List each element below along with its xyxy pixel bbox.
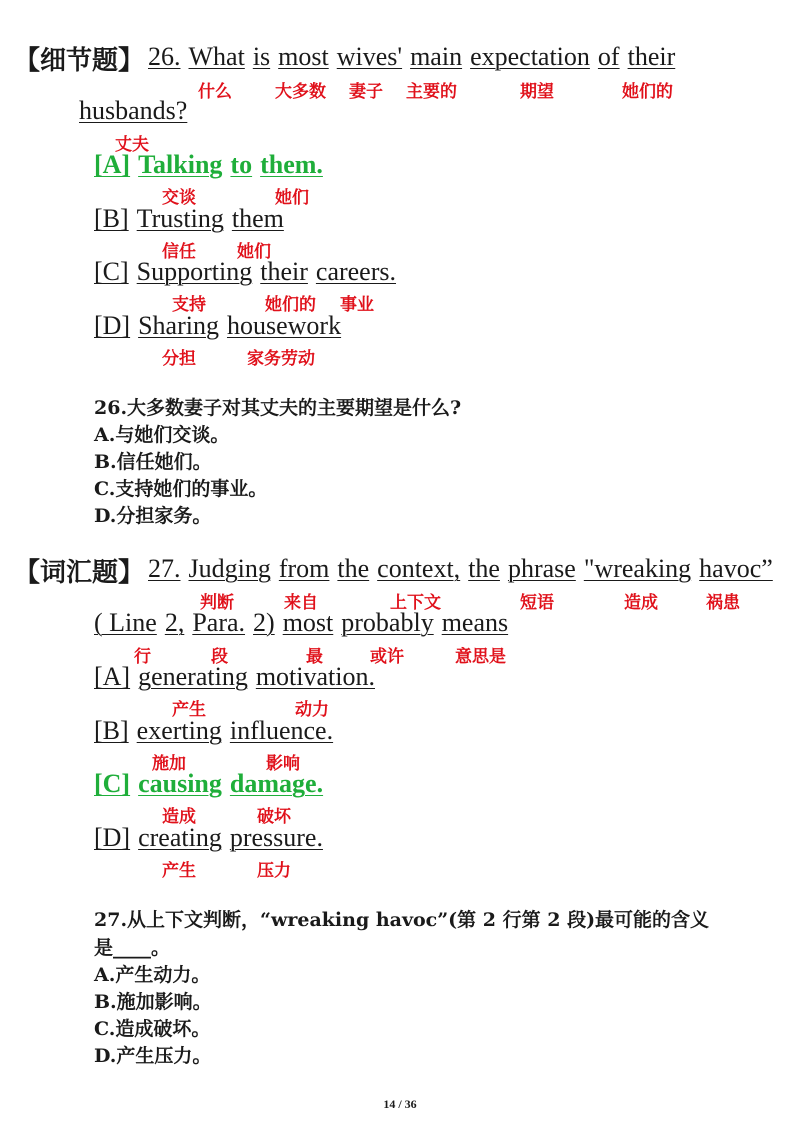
gloss: 妻子 bbox=[349, 82, 383, 102]
translation-option: D.分担家务。 bbox=[94, 505, 212, 527]
gloss: 压力 bbox=[257, 861, 291, 881]
gloss: 施加 bbox=[152, 754, 186, 774]
gloss: 主要的 bbox=[406, 82, 457, 102]
translation-question: 27.从上下文判断，“wreaking havoc”(第 2 行第 2 段)最可能的含义 bbox=[94, 909, 710, 931]
gloss: 造成 bbox=[624, 593, 658, 613]
question-27-stem-line2: ( Line 2, Para. 2) most probably means bbox=[94, 608, 509, 637]
option-d: [D] creating pressure. bbox=[94, 823, 323, 852]
option-a: [A] generating motivation. bbox=[94, 662, 375, 691]
gloss: 家务劳动 bbox=[247, 349, 315, 369]
option-c-correct: [C] causing damage. bbox=[94, 769, 324, 798]
gloss: 行 bbox=[134, 647, 151, 667]
question-number: 27. bbox=[148, 554, 181, 583]
gloss: 大多数 bbox=[275, 82, 326, 102]
gloss: 她们的 bbox=[622, 82, 673, 102]
translation-question-cont: 是____。 bbox=[94, 937, 171, 959]
gloss: 意思是 bbox=[455, 647, 506, 667]
gloss: 或许 bbox=[370, 647, 404, 667]
question-number: 26. bbox=[148, 42, 181, 71]
translation-option: C.支持她们的事业。 bbox=[94, 478, 268, 500]
gloss: 她们 bbox=[275, 188, 309, 208]
gloss: 分担 bbox=[162, 349, 196, 369]
translation-option: B.信任她们。 bbox=[94, 451, 212, 473]
question-27-stem-line1: 27. Judging from the context, the phrase "wreaking havoc” bbox=[148, 554, 773, 583]
gloss: 什么 bbox=[198, 82, 232, 102]
page-number: 14 / 36 bbox=[383, 1097, 417, 1111]
translation-option: A.产生动力。 bbox=[94, 964, 211, 986]
gloss: 信任 bbox=[162, 242, 196, 262]
gloss: 破坏 bbox=[257, 807, 291, 827]
option-a-correct: [A] Talking to them. bbox=[94, 150, 323, 179]
translation-option: A.与她们交谈。 bbox=[94, 424, 230, 446]
gloss: 丈夫 bbox=[115, 135, 149, 155]
translation-question: 26.大多数妻子对其丈夫的主要期望是什么? bbox=[94, 397, 462, 419]
option-b: [B] Trusting them bbox=[94, 204, 284, 233]
gloss: 支持 bbox=[172, 295, 206, 315]
option-b: [B] exerting influence. bbox=[94, 716, 334, 745]
gloss: 祸患 bbox=[706, 593, 740, 613]
gloss: 最 bbox=[306, 647, 323, 667]
gloss: 她们 bbox=[237, 242, 271, 262]
gloss: 产生 bbox=[172, 700, 206, 720]
question-26-stem-line2: husbands? bbox=[79, 96, 188, 125]
gloss: 期望 bbox=[520, 82, 554, 102]
option-d: [D] Sharing housework bbox=[94, 311, 342, 340]
translation-option: B.施加影响。 bbox=[94, 991, 212, 1013]
gloss: 交谈 bbox=[162, 188, 196, 208]
question-type-tag: 【词汇题】 bbox=[14, 558, 145, 588]
gloss: 短语 bbox=[520, 593, 554, 613]
question-26-stem-line1: 26. What is most wives' main expectation of their bbox=[148, 42, 676, 71]
gloss: 判断 bbox=[200, 593, 234, 613]
gloss: 动力 bbox=[295, 700, 329, 720]
question-type-tag: 【细节题】 bbox=[14, 46, 145, 76]
gloss: 她们的 bbox=[265, 295, 316, 315]
option-c: [C] Supporting their careers. bbox=[94, 257, 397, 286]
gloss: 影响 bbox=[266, 754, 300, 774]
translation-option: D.产生压力。 bbox=[94, 1045, 212, 1067]
gloss: 段 bbox=[211, 647, 228, 667]
gloss: 造成 bbox=[162, 807, 196, 827]
gloss: 事业 bbox=[340, 295, 374, 315]
gloss: 产生 bbox=[162, 861, 196, 881]
translation-option: C.造成破坏。 bbox=[94, 1018, 211, 1040]
gloss: 上下文 bbox=[390, 593, 441, 613]
gloss: 来自 bbox=[284, 593, 318, 613]
